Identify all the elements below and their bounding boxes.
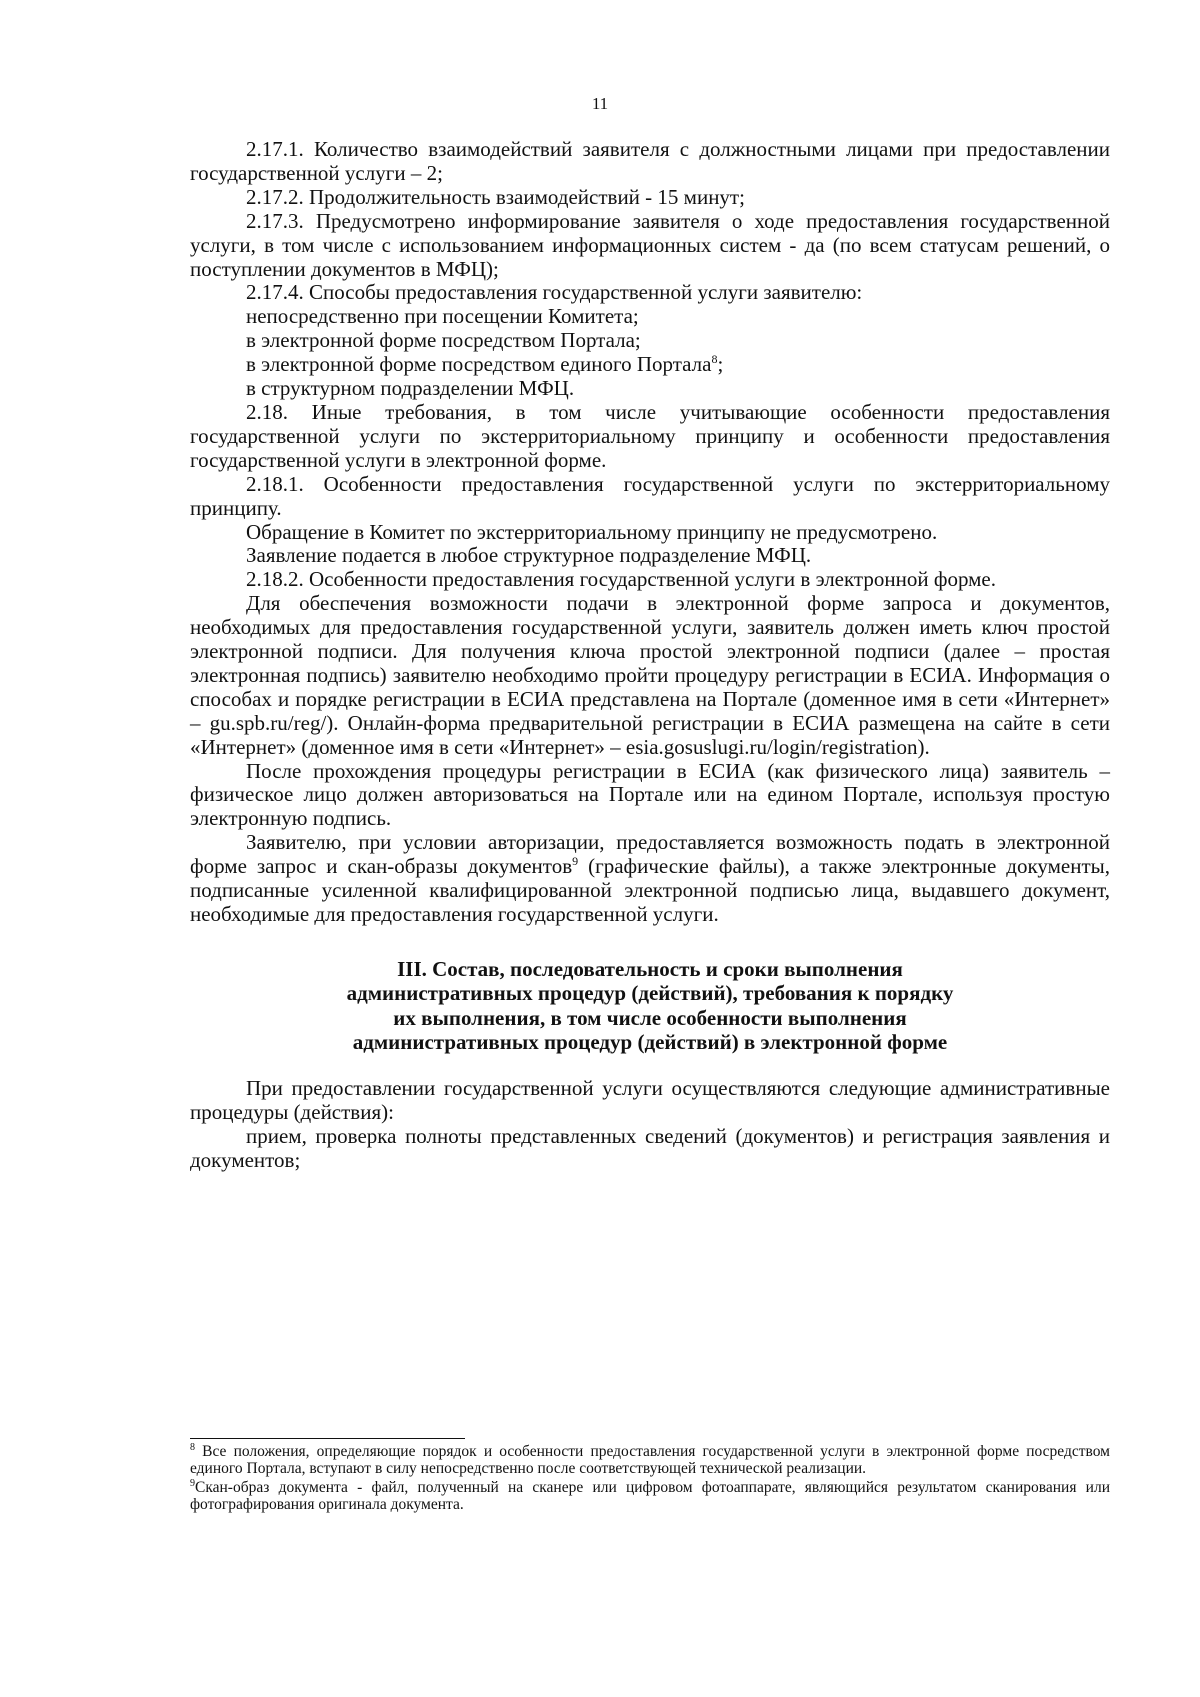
list-item-committee: непосредственно при посещении Комитета; (246, 304, 639, 329)
footnote-divider (190, 1438, 465, 1439)
paragraph-2-17-1: 2.17.1. Количество взаимодействий заявителя с должностными лицами при предоставлении государственной услуги – 2; (190, 137, 1110, 185)
paragraph-2-18-2: 2.18.2. Особенности предоставления государственной услуги в электронной форме. (246, 567, 996, 592)
paragraph-procedure-reception: прием, проверка полноты представленных сведений (документов) и регистрация заявления и документов; (190, 1123, 1110, 1172)
list-item-mfc: в структурном подразделении МФЦ. (246, 376, 575, 401)
footnote-8 (190, 1443, 1110, 1477)
paragraph-applicant-submission-tail: (графические файлы), а также электронные документы, подписанные усиленной квалифицированной электронной подписью лица, выдавшего документ, необходимые для предоставления государственной услуги. (190, 854, 1110, 926)
footnote-ref-8: 8 (711, 352, 718, 367)
list-item-portal: в электронной форме посредством Портала; (246, 328, 641, 353)
footnote-text: Скан-образ документа - файл, полученный на сканере или цифровом фотоаппарате, являющийся результатом сканирования или фотографирования оригинала документа. (190, 1479, 1110, 1513)
paragraph-2-17-2: 2.17.2. Продолжительность взаимодействий - 15 минут; (246, 184, 745, 209)
footnote-ref-9: 9 (572, 854, 579, 869)
paragraph-applicant-submission (190, 831, 1110, 927)
paragraph-2-18: 2.18. Иные требования, в том числе учитывающие особенности предоставления государственной услуги по экстерриториальному принципу и особенности предоставления государственной услуги в электронной форме. (190, 399, 1110, 472)
list-item-unified-portal-text: в электронной форме посредством единого Портала (246, 352, 712, 377)
paragraph-applicant-submission-text: Заявителю, при условии авторизации, предоставляется возможность подать в электронной форме запрос и скан-образы документов (190, 830, 1110, 879)
paragraph-extraterritorial: Обращение в Комитет по экстерриториальному принципу не предусмотрено. (246, 519, 938, 544)
paragraph-2-17-4: 2.17.4. Способы предоставления государственной услуги заявителю: (246, 280, 863, 305)
section-heading-line: административных процедур (действий), требования к порядку (346, 981, 954, 1006)
page-number: 11 (591, 94, 609, 113)
paragraph-esia-authorization: После прохождения процедуры регистрации в ЕСИА (как физического лица) заявитель – физическое лицо должен авторизоваться на Портале или на едином Портале, используя простую электронную подпись. (190, 758, 1110, 831)
paragraph-procedures-intro: При предоставлении государственной услуги осуществляются следующие административные процедуры (действия): (190, 1075, 1110, 1124)
section-heading-line: их выполнения, в том числе особенности выполнения (393, 1005, 907, 1030)
list-item-unified-portal (190, 353, 1110, 377)
punctuation: ; (717, 352, 724, 377)
section-heading (190, 957, 1110, 1055)
paragraph-electronic-signature: Для обеспечения возможности подачи в электронной форме запроса и документов, необходимых для предоставления государственной услуги, заявитель должен иметь ключ простой электронной подписи. Для получения ключа простой электронной подписи (далее – простая электронная подпись) заявителю необходимо пройти процедуру регистрации в ЕСИА. Информация о способах и порядке регистрации в ЕСИА представлена на Портале (доменное имя в сети «Интернет» – gu.spb.ru/reg/). Онлайн-форма предварительной регистрации в ЕСИА размещена на сайте в сети «Интернет» (доменное имя в сети «Интернет» – esia.gosuslugi.ru/login/registration). (190, 591, 1110, 759)
paragraph-2-17-3: 2.17.3. Предусмотрено информирование заявителя о ходе предоставления государственной услуги, в том числе с использованием информационных систем - да (по всем статусам решений, о поступлении документов в МФЦ); (190, 208, 1110, 281)
footnote-mark: 8 (190, 1441, 195, 1453)
paragraph-application-mfc: Заявление подается в любое структурное подразделение МФЦ. (246, 543, 812, 568)
footnote-text: Все положения, определяющие порядок и особенности предоставления государственной услуги в электронной форме посредством единого Портала, вступают в силу непосредственно после соответствующей технической реализации. (190, 1443, 1110, 1477)
section-heading-line: III. Состав, последовательность и сроки выполнения (397, 956, 903, 981)
section-heading-line: административных процедур (действий) в электронной форме (352, 1030, 948, 1055)
paragraph-2-18-1: 2.18.1. Особенности предоставления государственной услуги по экстерриториальному принципу. (190, 471, 1110, 520)
footnotes (190, 1443, 1110, 1515)
document-body (190, 138, 1110, 1173)
footnote-mark: 9 (190, 1477, 195, 1489)
footnote-9 (190, 1479, 1110, 1513)
